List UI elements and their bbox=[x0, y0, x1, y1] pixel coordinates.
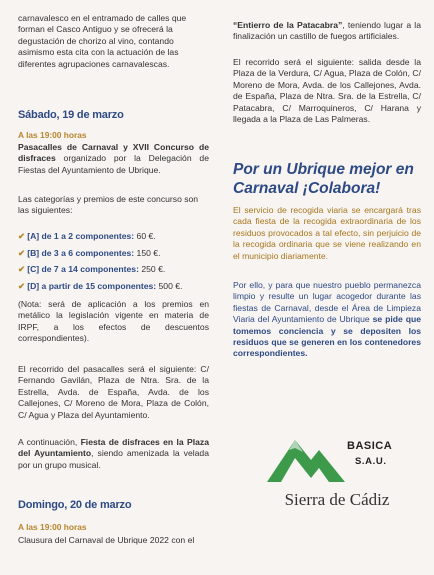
prize-item bbox=[18, 245, 209, 262]
costume-party-rest: , siendo amenizada la velada por un grupo musical. bbox=[18, 448, 209, 470]
check-icon: ✔ bbox=[18, 264, 26, 274]
entierro-route: El recorrido será el siguiente: salida desde la Plaza de la Verdura, C/ Agua, Plaza de Colón, C/ Moreno de Mora, Avda. de los Callejones, Avda. de España, Plaza de Ntra. Sra. de la Estrella, C/ Patacabra, C/ Marroquineros, C/ Harana y llegada a la Plaza de Las Palmeras. bbox=[233, 57, 421, 125]
basica-logo bbox=[267, 434, 407, 534]
entierro-title: “Entierro de la Patacabra” bbox=[233, 20, 343, 30]
costume-party-pre: A continuación, bbox=[18, 437, 81, 447]
prize-category: [A] de 1 a 2 componentes: bbox=[27, 231, 135, 241]
logo-name: Sierra de Cádiz bbox=[284, 490, 390, 509]
costume-party bbox=[18, 437, 209, 471]
entierro-paragraph bbox=[233, 20, 421, 43]
contest-title: Pasacalles de Carnaval y XVII Concurso de disfraces bbox=[18, 142, 209, 164]
saturday-time: A las 19:00 horas bbox=[18, 130, 87, 140]
prize-item bbox=[18, 278, 209, 295]
pasacalles-route: El recorrido del pasacalles será el siguiente: C/ Fernando Gavilán, Plaza de Ntra. Sra. de la Estrella, Avda. de España, Avda. de los Callejones, C/ Moreno de Mora, Plaza de Colón, C/ Agua y Plaza del Ayuntamiento. bbox=[18, 364, 209, 420]
entierro-rest: , teniendo lugar a la finalización un castillo de fuegos artificiales. bbox=[233, 20, 421, 42]
prize-category: [C] de 7 a 14 componentes: bbox=[27, 264, 139, 274]
costume-party-title: Fiesta de disfraces en la Plaza del Ayuntamiento bbox=[18, 437, 209, 459]
plea-paragraph bbox=[233, 280, 421, 360]
categories-intro: Las categorías y premios de este concurso son las siguientes: bbox=[18, 194, 199, 216]
intro-line: forman el Casco Antiguo y se ofrecerá la bbox=[18, 24, 173, 35]
service-paragraph: El servicio de recogida viaria se encargará tras cada fiesta de la recogida extraordinaria de los residuos provocados a tal efecto, sin perjuicio de la recogida ordinaria que se viene realizando en el municipio diariamente. bbox=[233, 205, 421, 261]
prize-category: [D] a partir de 15 componentes: bbox=[27, 280, 157, 291]
saturday-date: Sábado, 19 de marzo bbox=[18, 109, 124, 121]
mountain-icon bbox=[267, 434, 345, 484]
prize-list bbox=[18, 228, 209, 294]
intro-paragraph bbox=[18, 13, 209, 70]
intro-line: diferentes agrupaciones carnavalescas. bbox=[18, 58, 170, 69]
intro-line: asimismo esta cita con la actuación de las bbox=[18, 47, 179, 58]
check-icon: ✔ bbox=[18, 280, 26, 291]
intro-line: degustación de chorizo al vino, contando bbox=[18, 35, 174, 46]
prize-item bbox=[18, 261, 209, 278]
intro-line: carnavalesco en el entramado de calles que bbox=[18, 13, 187, 23]
saturday-intro bbox=[18, 142, 209, 176]
tax-note: (Nota: será de aplicación a los premios en metálico la legislación vigente en materia de IRPF, a los efectos de descuentos correspondientes). bbox=[18, 299, 209, 344]
section-heading: Por un Ubrique mejor en Carnaval ¡Colabora! bbox=[233, 161, 414, 197]
sunday-text: Clausura del Carnaval de Ubrique 2022 con el bbox=[18, 535, 195, 545]
contest-organizer: organizado por la Delegación de Fiestas del Ayuntamiento de Ubrique. bbox=[18, 153, 209, 175]
prize-item bbox=[18, 228, 209, 245]
check-icon: ✔ bbox=[18, 231, 26, 241]
prize-category: [B] de 3 a 6 componentes: bbox=[27, 247, 135, 258]
sunday-time: A las 19:00 horas bbox=[18, 522, 87, 532]
sunday-date: Domingo, 20 de marzo bbox=[18, 499, 132, 511]
check-icon: ✔ bbox=[18, 247, 26, 258]
prize-amount: 60 €. bbox=[134, 231, 156, 241]
prize-amount: 250 €. bbox=[138, 264, 166, 274]
plea-emphasis: se pide que tomemos conciencia y se depositen los residuos que se generen en los contenedores correspondientes. bbox=[233, 314, 422, 359]
plea-text: Por ello, y para que nuestro pueblo permanezca limpio y resulte un lugar acogedor durante las fiestas de Carnaval, desde el Área de Limpieza Viaria del Ayuntamiento de Ubrique bbox=[233, 280, 421, 325]
logo-title: BASICA bbox=[347, 440, 393, 452]
prize-amount: 500 €. bbox=[156, 280, 183, 291]
prize-amount: 150 €. bbox=[134, 247, 161, 258]
logo-subtitle: S.A.U. bbox=[355, 456, 387, 467]
